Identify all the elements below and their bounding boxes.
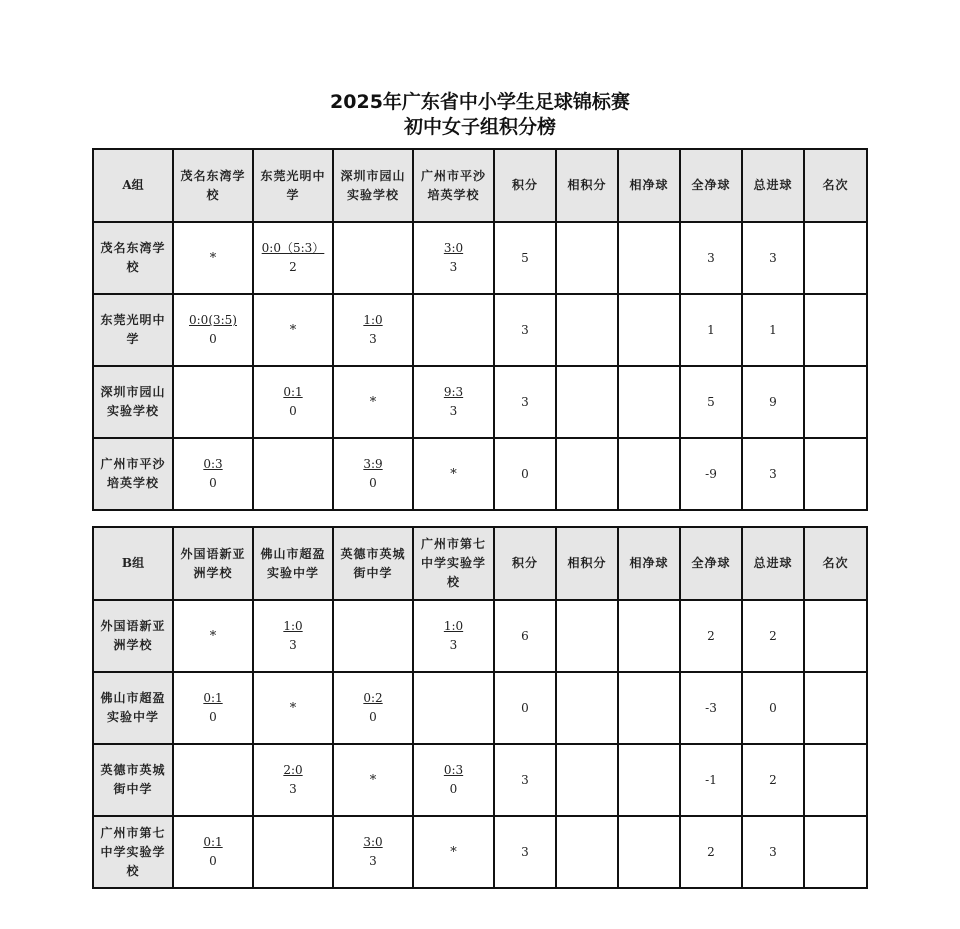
match-score: 0:1 [203, 835, 223, 849]
header-row [93, 149, 867, 222]
match-result-cell [333, 672, 413, 744]
stat-cell [618, 816, 680, 888]
stat-cell: -9 [680, 438, 742, 510]
stat-cell: 0 [742, 672, 804, 744]
stat-column-header: 全净球 [680, 527, 742, 600]
match-points: 3 [449, 260, 458, 274]
team-column-header: 东莞光明中学 [253, 149, 333, 222]
team-column-header: 茂名东湾学校 [173, 149, 253, 222]
match-points: 0 [209, 854, 217, 868]
match-score: 3:0 [443, 241, 464, 255]
stat-cell: -3 [680, 672, 742, 744]
standings-table-group-a [92, 148, 868, 511]
match-result-cell [413, 672, 494, 744]
stat-cell: 3 [742, 816, 804, 888]
match-score: 2:0 [283, 763, 303, 777]
match-result-cell [333, 294, 413, 366]
match-points: 0 [209, 710, 217, 724]
stat-cell [618, 438, 680, 510]
self-match-cell [173, 600, 253, 672]
header-row [93, 527, 867, 600]
self-match-cell [333, 366, 413, 438]
self-mark: * [209, 250, 217, 266]
self-match-cell [413, 438, 494, 510]
stat-cell [556, 222, 618, 294]
match-result-cell [413, 600, 494, 672]
stat-cell [556, 294, 618, 366]
team-column-header: 英德市英城街中学 [333, 527, 413, 600]
stat-cell: 3 [742, 438, 804, 510]
table-row [93, 816, 867, 888]
match-result-cell [333, 816, 413, 888]
match-score: 1:0 [363, 313, 383, 327]
stat-column-header: 积分 [494, 149, 556, 222]
stat-cell: 2 [742, 600, 804, 672]
stat-column-header: 相净球 [618, 527, 680, 600]
match-score: 1:0 [443, 619, 464, 633]
self-match-cell [173, 222, 253, 294]
match-points: 0 [289, 404, 297, 418]
stat-cell [556, 438, 618, 510]
self-mark: * [450, 844, 457, 860]
stat-cell: 3 [494, 366, 556, 438]
match-result-cell [333, 438, 413, 510]
self-mark: * [289, 700, 297, 716]
stat-cell [804, 672, 867, 744]
match-result-cell [173, 744, 253, 816]
match-points: 0 [209, 476, 217, 490]
stat-column-header: 相积分 [556, 149, 618, 222]
stat-cell [556, 366, 618, 438]
match-score: 9:3 [443, 385, 464, 399]
stat-cell: 2 [680, 816, 742, 888]
table-row [93, 672, 867, 744]
stat-cell [618, 366, 680, 438]
team-column-header: 佛山市超盈实验中学 [253, 527, 333, 600]
stat-cell [556, 600, 618, 672]
stat-cell: 5 [494, 222, 556, 294]
stat-cell [618, 672, 680, 744]
match-score: 0:0(3:5) [189, 313, 237, 327]
team-row-header: 外国语新亚洲学校 [93, 600, 173, 672]
table-row [93, 222, 867, 294]
stat-cell: 3 [742, 222, 804, 294]
stat-cell: 1 [680, 294, 742, 366]
stat-cell [804, 438, 867, 510]
match-score: 0:3 [203, 457, 223, 471]
team-row-header: 广州市第七中学实验学校 [93, 816, 173, 888]
team-row-header: 佛山市超盈实验中学 [93, 672, 173, 744]
match-score: 0:0（5:3） [261, 241, 325, 255]
match-result-cell [253, 600, 333, 672]
match-score: 0:1 [283, 385, 303, 399]
match-result-cell [413, 294, 494, 366]
stat-column-header: 相积分 [556, 527, 618, 600]
stat-cell: 5 [680, 366, 742, 438]
table-row [93, 600, 867, 672]
match-score: 0:3 [443, 763, 464, 777]
stat-cell [618, 600, 680, 672]
stat-column-header: 积分 [494, 527, 556, 600]
page-title: 2025年广东省中小学生足球锦标赛 [330, 91, 630, 113]
stat-cell [804, 366, 867, 438]
standings-table-group-b [92, 526, 868, 889]
match-result-cell [253, 744, 333, 816]
stat-cell [556, 744, 618, 816]
match-points: 0 [449, 782, 458, 796]
match-result-cell [173, 294, 253, 366]
stat-cell: 2 [742, 744, 804, 816]
stat-cell [804, 294, 867, 366]
table-row [93, 294, 867, 366]
self-match-cell [253, 294, 333, 366]
stat-column-header: 相净球 [618, 149, 680, 222]
stat-column-header: 总进球 [742, 527, 804, 600]
page-subtitle: 初中女子组积分榜 [403, 116, 556, 138]
self-match-cell [413, 816, 494, 888]
match-result-cell [413, 222, 494, 294]
stat-column-header: 名次 [804, 149, 867, 222]
team-column-header: 广州市第七中学实验学校 [413, 527, 494, 600]
stat-cell: 0 [494, 438, 556, 510]
stat-cell [556, 816, 618, 888]
match-result-cell [253, 438, 333, 510]
self-mark: * [369, 394, 377, 410]
match-score: 1:0 [283, 619, 303, 633]
match-result-cell [173, 438, 253, 510]
group-label: B组 [93, 527, 173, 600]
match-result-cell [413, 366, 494, 438]
match-result-cell [333, 222, 413, 294]
team-row-header: 东莞光明中学 [93, 294, 173, 366]
stat-cell: 3 [494, 294, 556, 366]
match-score: 0:1 [203, 691, 223, 705]
match-points: 0 [369, 710, 377, 724]
team-column-header: 广州市平沙培英学校 [413, 149, 494, 222]
stat-cell [618, 744, 680, 816]
stat-cell: 2 [680, 600, 742, 672]
stat-cell: 6 [494, 600, 556, 672]
team-row-header: 茂名东湾学校 [93, 222, 173, 294]
team-column-header: 深圳市园山实验学校 [333, 149, 413, 222]
match-points: 3 [289, 638, 297, 652]
group-label: A组 [93, 149, 173, 222]
stat-cell: 3 [494, 816, 556, 888]
stat-cell: 3 [680, 222, 742, 294]
match-result-cell [253, 222, 333, 294]
match-result-cell [173, 366, 253, 438]
match-result-cell [413, 744, 494, 816]
stat-cell [618, 222, 680, 294]
match-points: 3 [369, 854, 377, 868]
stat-cell [804, 816, 867, 888]
self-mark: * [209, 628, 217, 644]
team-row-header: 英德市英城街中学 [93, 744, 173, 816]
match-score: 0:2 [363, 691, 383, 705]
match-result-cell [253, 816, 333, 888]
stat-cell [804, 600, 867, 672]
match-result-cell [173, 672, 253, 744]
stat-cell: 9 [742, 366, 804, 438]
self-mark: * [450, 466, 457, 482]
self-match-cell [253, 672, 333, 744]
self-mark: * [289, 322, 297, 338]
stat-column-header: 全净球 [680, 149, 742, 222]
stat-cell: 0 [494, 672, 556, 744]
stat-cell: 3 [494, 744, 556, 816]
match-score: 3:0 [363, 835, 383, 849]
self-match-cell [333, 744, 413, 816]
match-points: 0 [369, 476, 377, 490]
stat-column-header: 总进球 [742, 149, 804, 222]
match-points: 3 [289, 782, 297, 796]
match-points: 3 [369, 332, 377, 346]
match-points: 2 [289, 260, 297, 274]
stat-cell: 1 [742, 294, 804, 366]
match-points: 0 [209, 332, 217, 346]
team-column-header: 外国语新亚洲学校 [173, 527, 253, 600]
match-result-cell [253, 366, 333, 438]
table-row [93, 438, 867, 510]
team-row-header: 深圳市园山实验学校 [93, 366, 173, 438]
match-points: 3 [449, 638, 458, 652]
stat-cell [556, 672, 618, 744]
team-row-header: 广州市平沙培英学校 [93, 438, 173, 510]
table-row [93, 366, 867, 438]
table-row [93, 744, 867, 816]
stat-cell [618, 294, 680, 366]
match-points: 3 [449, 404, 458, 418]
stat-cell [804, 222, 867, 294]
match-score: 3:9 [363, 457, 383, 471]
match-result-cell [333, 600, 413, 672]
match-result-cell [173, 816, 253, 888]
stat-column-header: 名次 [804, 527, 867, 600]
self-mark: * [369, 772, 377, 788]
stat-cell: -1 [680, 744, 742, 816]
stat-cell [804, 744, 867, 816]
